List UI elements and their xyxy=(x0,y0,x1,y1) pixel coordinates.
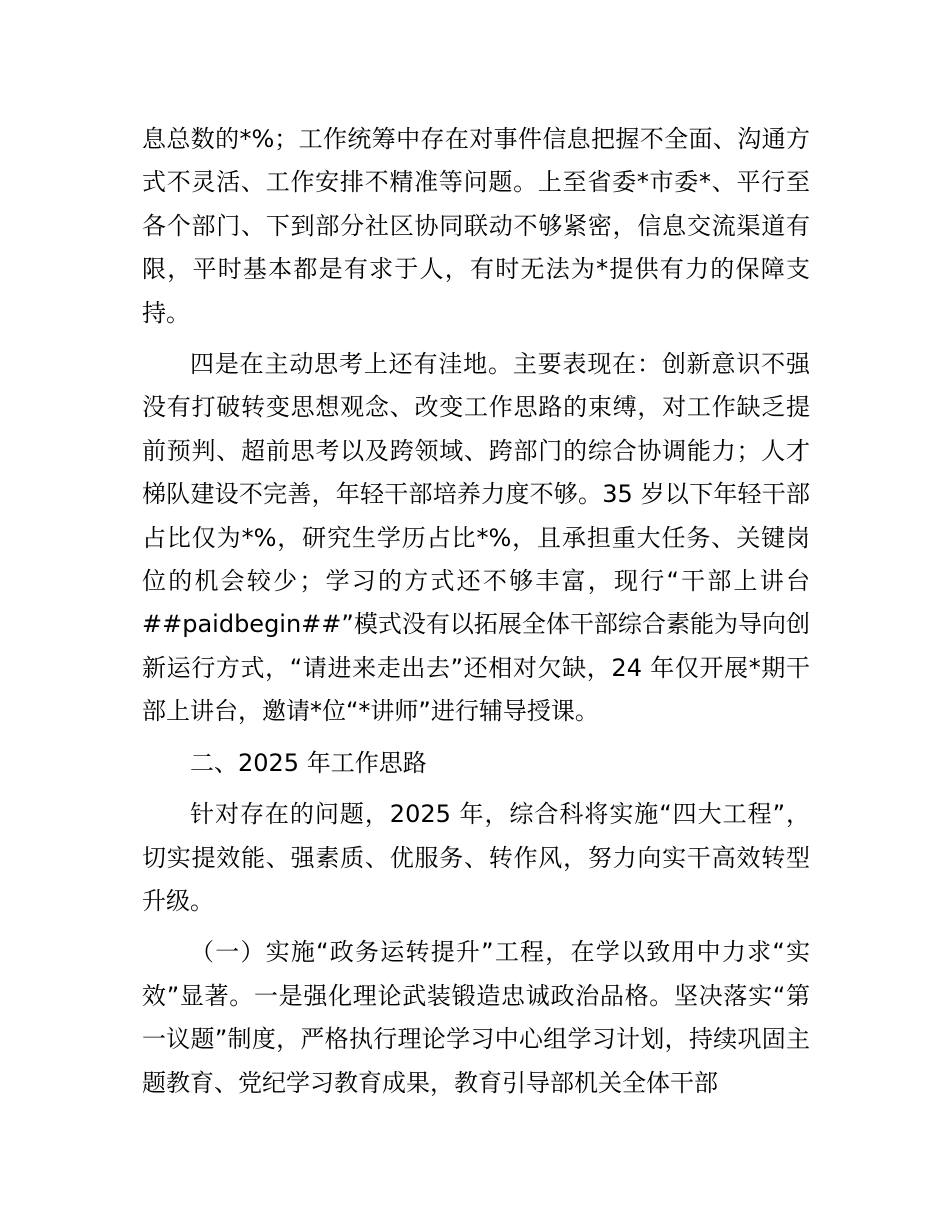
document-body xyxy=(142,118,810,1113)
paragraph-fourth-issue: 四是在主动思考上还有洼地。主要表现在：创新意识不强没有打破转变思想观念、改变工作思路的束缚，对工作缺乏提前预判、超前思考以及跨领域、跨部门的综合协调能力；人才梯队建设不完善，年轻干部培养力度不够。35 岁以下年轻干部占比仅为*%，研究生学历占比*%，且承担重大任务、关键岗位的机会较少；学习的方式还不够丰富，现行“干部上讲台##paidbegin##”模式没有以拓展全体干部综合素能为导向创新运行方式，“请进来走出去”还相对欠缺，24 年仅开展*期干部上讲台，邀请*位“*讲师”进行辅导授课。 xyxy=(142,350,810,726)
paragraph-continuation: 息总数的*%；工作统筹中存在对事件信息把握不全面、沟通方式不灵活、工作安排不精准等问题。上至省委*市委*、平行至各个部门、下到部分社区协同联动不够紧密，信息交流渠道有限，平时基本都是有求于人，有时无法为*提供有力的保障支持。 xyxy=(142,125,810,327)
paragraph-project-one: （一）实施“政务运转提升”工程，在学以致用中力求“实效”显著。一是强化理论武装锻造忠诚政治品格。坚决落实“第一议题”制度，严格执行理论学习中心组学习计划，持续巩固主题教育、党纪学习教育成果，教育引导部机关全体干部 xyxy=(142,938,810,1097)
section-heading-work-plan: 二、2025 年工作思路 xyxy=(190,748,427,777)
paragraph-intro-four-projects: 针对存在的问题，2025 年，综合科将实施“四大工程”，切实提效能、强素质、优服务、转作风，努力向实干高效转型升级。 xyxy=(142,800,810,915)
